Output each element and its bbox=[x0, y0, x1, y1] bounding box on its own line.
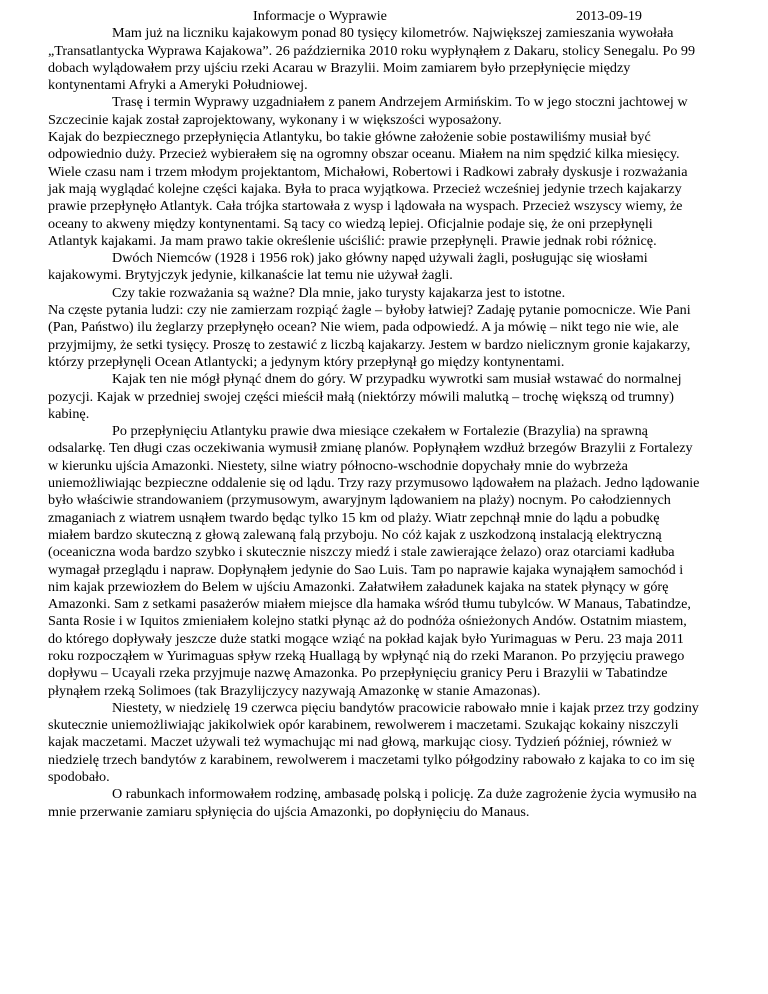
document-body bbox=[48, 25, 702, 821]
paragraph: Niestety, w niedzielę 19 czerwca pięciu bandytów pracowicie rabowało mnie i kajak przez trzy godziny skutecznie uniemożliwiając jakikolwiek opór karabinem, rewolwerem i maczetami. Szukając kokainy niszczyli kajak maczetami. Maczet używali też wymachując mi nad głową, markując ciosy. Tydzień później, również w niedzielę trzech bandytów z karabinem, rewolwerem i maczetami tylko półgodziny rabowało z kajaka to co im się spodobało. bbox=[48, 699, 699, 786]
paragraph: Na częste pytania ludzi: czy nie zamierzam rozpiąć żagle – byłoby łatwiej? Zadaję pytanie pomocnicze. Wie Pani (Pan, Państwo) ilu żeglarzy przepłynęło ocean? Nie wiem, pada odpowiedź. A ja mówię – nikt tego nie wie, ale przyjmijmy, że setki tysięcy. Proszę to zestawić z liczbą kajakarzy. Jestem w bardzo nielicznym gronie kajakarzy, którzy przepłynęli Ocean Atlantycki; a jedynym który przepłynął go między kontynentami. bbox=[48, 302, 691, 370]
paragraph: Mam już na liczniku kajakowym ponad 80 tysięcy kilometrów. Największej zamieszania wywołała „Transatlantycka Wyprawa Kajakowa”. 26 października 2010 roku wypłynąłem z Dakaru, stolicy Senegalu. Po 99 dobach wylądowałem przy ujściu rzeki Acarau w Brazylii. Moim zamiarem było przepłynięcie między kontynentami Afryki a Ameryki Południowej. bbox=[48, 25, 696, 94]
document-date: 2013-09-19 bbox=[576, 8, 642, 24]
document-header bbox=[48, 8, 702, 25]
paragraph: Czy takie rozważania są ważne? Dla mnie, jako turysty kajakarza jest to istotne. bbox=[112, 284, 566, 301]
paragraph: Dwóch Niemców (1928 i 1956 rok) jako główny napęd używali żagli, posługując się wiosłami kajakowymi. Brytyjczyk jedynie, kilkanaście lat temu nie używał żagli. bbox=[48, 250, 648, 284]
paragraph: Trasę i termin Wyprawy uzgadniałem z panem Andrzejem Armińskim. To w jego stoczni jachtowej w Szczecinie kajak został zaprojektowany, wykonany i w większości wyposażony. bbox=[48, 94, 688, 128]
document-title: Informacje o Wyprawie bbox=[253, 8, 387, 24]
paragraph: O rabunkach informowałem rodzinę, ambasadę polską i policję. Za duże zagrożenie życia wymusiło na mnie przerwanie zamiaru spłynięcia do ujścia Amazonki, po dopłynięciu do Manaus. bbox=[48, 786, 697, 820]
paragraph: Kajak do bezpiecznego przepłynięcia Atlantyku, bo takie główne założenie sobie postawiliśmy musiał być odpowiednio duży. Przecież wybierałem się na ogromny obszar oceanu. Miałem na nim spędzić kilka miesięcy. Wiele czasu nam i trzem młodym projektantom, Michałowi, Robertowi i Radkowi zabrały dyskusje i rozważania jak mają wyglądać kolejne części kajaka. Była to praca wyjątkowa. Przecież wcześniej jedynie trzech kajakarzy prawie przepłynęło Atlantyk. Cała trójka startowała z wysp i lądowała na wyspach. Przecież wszyscy wiemy, że oceany to akweny między kontynentami. Są tacy co wiedzą lepiej. Oficjalnie podaje się, że oni przepłynęli Atlantyk kajakami. Ja mam prawo takie określenie uściślić: prawie przepłynęli. Prawie jednak robi różnicę. bbox=[48, 129, 688, 249]
paragraph: Kajak ten nie mógł płynąć dnem do góry. W przypadku wywrotki sam musiał wstawać do normalnej pozycji. Kajak w przedniej swojej części mieścił małą (niektórzy mówili malutką – trochę większą od trumny) kabinę. bbox=[48, 371, 682, 422]
paragraph: Po przepłynięciu Atlantyku prawie dwa miesiące czekałem w Fortalezie (Brazylia) na sprawną odsalarkę. Ten długi czas oczekiwania wymusił zmianę planów. Popłynąłem wzdłuż brzegów Brazylii z Fortalezy w kierunku ujścia Amazonki. Niestety, silne wiatry północno-wschodnie dopychały mnie do wybrzeża uniemożliwiając bezpieczne oddalenie się od lądu. Trzy razy przymusowo lądowałem na plażach. Jedno lądowanie było właściwie strandowaniem (przymusowym, awaryjnym lądowaniem na plaży) nocnym. Po całodziennych zmaganiach z wiatrem usnąłem twardo będąc tylko 15 km od plaży. Wiatr zepchnął mnie do lądu a pobudkę miałem bardzo skuteczną z głową zalewaną falą przyboju. No cóż kajak z uszkodzoną instalacją elektryczną (oceaniczna woda bardzo szybko i skutecznie niszczy miedź i stale zawierające żelazo) oraz otarciami kadłuba wymagał przeglądu i napraw. Dopłynąłem jedynie do Sao Luis. Tam po naprawie kajaka wynająłem samochód i nim kajak przewiozłem do Belem w ujściu Amazonki. Załatwiłem załadunek kajaka na statek płynący w górę Amazonki. Sam z setkami pasażerów miałem miejsce dla hamaka wśród tłumu tubylców. W Manaus, Tabatindze, Santa Rosie i w Iquitos zmieniałem kolejno statki płynąc aż do podnóża ośnieżonych Andów. Ostatnim miastem, do którego dopływały jeszcze duże statki mogące wziąć na pokład kajak było Yurimaguas w Peru. 23 maja 2011 roku rozpocząłem w Yurimaguas spływ rzeką Huallagą by wpłynąć nią do rzeki Maranon. Po przyjęciu prawego dopływu – Ucayali rzeka przyjmuje nazwę Amazonka. Po przepłynięciu granicy Peru i Brazylii w Tabatindze płynąłem rzeką Solimoes (tak Brazylijczycy nazywają Amazonkę w stanie Amazonas). bbox=[48, 423, 700, 699]
